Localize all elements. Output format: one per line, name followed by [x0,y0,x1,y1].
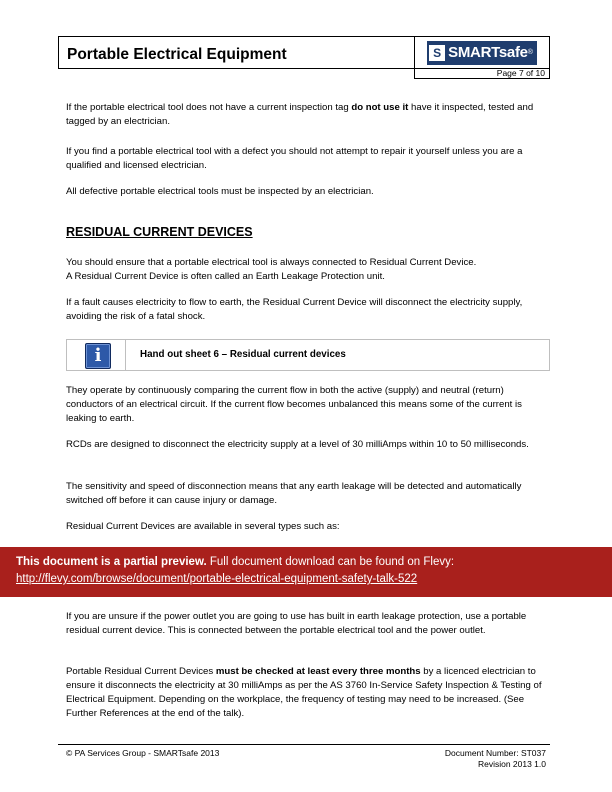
logo-text: SMARTsafe [448,44,528,61]
paragraph-rcd-intro: You should ensure that a portable electrical tool is always connected to Residual Current Device. A Residual Current Device is often called an Earth Leakage Protection unit. [66,257,477,282]
footer-divider [58,744,550,745]
paragraph-operation: They operate by continuously comparing the current flow in both the active (supply) and neutral (return) conductors of an electrical circuit. If the current flow becomes unbalanced this means some of the current is leaking to earth. [66,385,522,424]
paragraph-fault: If a fault causes electricity to flow to earth, the Residual Current Device will disconnect the electricity supply, avoiding the risk of a fatal shock. [66,297,523,322]
logo-mark-icon: S [429,45,445,61]
handout-text: Hand out sheet 6 – Residual current devices [140,349,346,360]
logo-registered: ® [527,49,533,56]
page-number: Page 7 of 10 [414,68,550,79]
callout-icon-cell [67,340,126,370]
paragraph-defect: If you find a portable electrical tool with a defect you should not attempt to repair it yourself unless you are a qualified and licensed electrician. [66,146,523,171]
do-not-use-emphasis: do not use it [351,102,409,113]
footer-doc-info [445,748,546,770]
logo-cell [414,36,550,69]
download-link[interactable]: http://flevy.com/browse/document/portable-electrical-equipment-safety-talk-522 [16,573,418,585]
document-title: Portable Electrical Equipment [58,36,415,69]
testing-emphasis: must be checked at least every three months [215,666,421,677]
section-heading: RESIDUAL CURRENT DEVICES [66,225,253,239]
preview-notice: This document is a partial preview. Full document download can be found on Flevy: [16,556,455,568]
document-number: Document Number: ST037 [444,748,546,758]
info-icon: i [85,343,111,369]
paragraph-rcd-types: Residual Current Devices are available in several types such as: [66,521,340,532]
preview-banner [0,547,612,597]
footer-copyright: © PA Services Group - SMARTsafe 2013 [66,748,220,758]
paragraph-portable-rcd: If you are unsure if the power outlet you are going to use has built in earth leakage protection, use a portable residual current device. This is connected between the portable electrical tool and the power outlet. [66,611,527,636]
paragraph-sensitivity: The sensitivity and speed of disconnection means that any earth leakage will be detected and automatically switched off before it can cause injury or damage. [66,481,522,506]
handout-callout [66,339,550,371]
paragraph-inspection-tag: If the portable electrical tool does not have a current inspection tag do not use it have it inspected, tested and tagged by an electrician. [66,102,534,127]
revision: Revision 2013 1.0 [477,759,546,769]
smartsafe-logo [427,41,537,65]
paragraph-testing: Portable Residual Current Devices must be checked at least every three months by a licenced electrician to ensure it disconnects the electricity at 30 milliAmps as per the AS 3760 In-Service Safety Inspection & Testing of Electrical Equipment. Depending on the workplace, the frequency of testing may need to be increased. (See Further References at the end of the talk). [66,666,542,719]
paragraph-rcd-spec: RCDs are designed to disconnect the electricity supply at a level of 30 milliAmps within 10 to 50 milliseconds. [66,439,529,450]
paragraph-defective-tools: All defective portable electrical tools must be inspected by an electrician. [66,186,374,197]
